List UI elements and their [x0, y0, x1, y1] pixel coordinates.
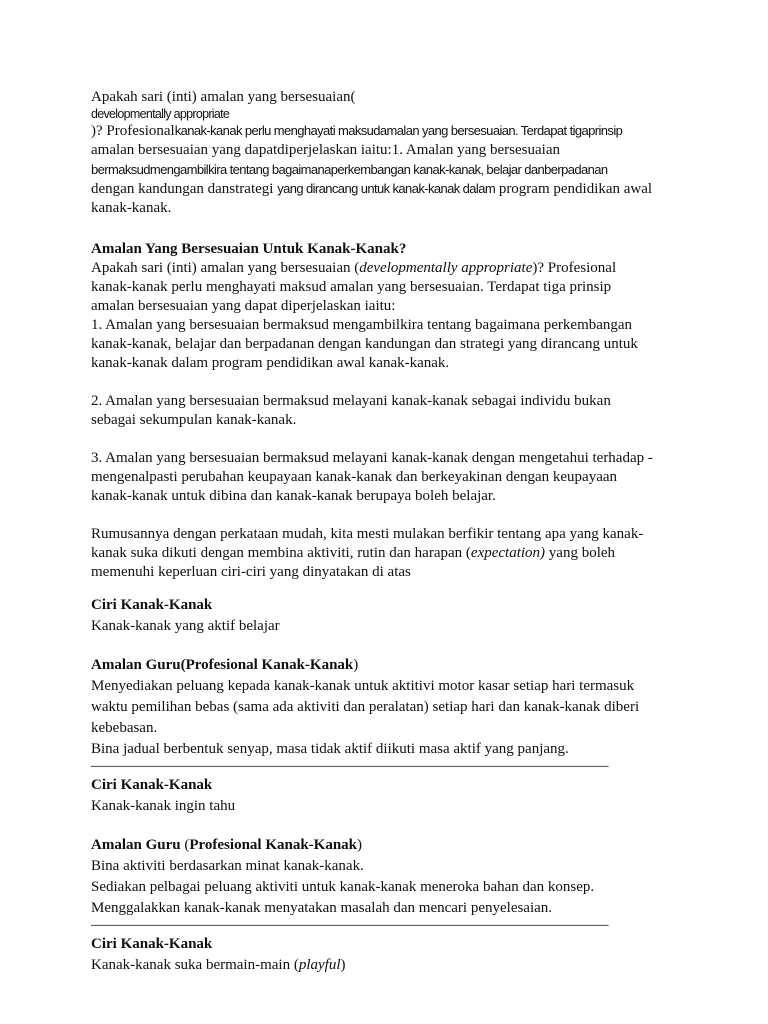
ciri-text: [91, 955, 691, 976]
amalan-line: Menggalakkan kanak-kanak menyatakan masalah dan mencari penyelesaian.: [91, 900, 553, 916]
amalan-heading-text: Profesional Kanak-Kanak: [189, 837, 358, 853]
paragraph-line: kanak-kanak perlu menghayati maksud amalan yang bersesuaian. Terdapat tiga prinsip: [91, 279, 612, 295]
amalan-line: Menyediakan peluang kepada kanak-kanak untuk aktitivi motor kasar setiap hari termasuk: [91, 678, 635, 694]
paragraph-line: [91, 259, 691, 278]
amalan-line: kebebasan.: [91, 720, 158, 736]
horizontal-rule: _____________________________________________________________________: [91, 912, 609, 928]
ciri-block-3: [91, 934, 691, 976]
paragraph-line: Rumusannya dengan perkataan mudah, kita mesti mulakan berfikir tentang apa yang kanak-: [91, 526, 644, 542]
amalan-heading-text: Amalan Guru(Profesional Kanak-Kanak: [91, 657, 354, 673]
amalan-line: waktu pemilihan bebas (sama ada aktiviti dan peralatan) setiap hari dan kanak-kanak diberi: [91, 699, 640, 715]
intro-line: [91, 121, 691, 141]
ciri-block-2: [91, 775, 691, 930]
text-span: yang boleh: [545, 545, 616, 561]
paragraph-line: kanak-kanak dalam program pendidikan awal kanak-kanak.: [91, 355, 450, 371]
amalan-heading-paren: (: [180, 837, 190, 853]
paragraph-line: amalan bersesuaian yang dapat diperjelaskan iaitu:: [91, 298, 396, 314]
paragraph-line: 2. Amalan yang bersesuaian bermaksud melayani kanak-kanak sebagai individu bukan: [91, 393, 611, 409]
intro-text-condensed: yang dirancang untuk kanak-kanak dalam: [277, 181, 496, 196]
text-span: )? Profesional: [532, 260, 617, 276]
intro-text: program pendidikan awal: [495, 181, 653, 197]
ciri-text: Kanak-kanak yang aktif belajar: [91, 618, 280, 634]
document-body: [91, 88, 691, 976]
intro-line: amalan bersesuaian yang dapatdiperjelaskan iaitu:1. Amalan yang bersesuaian: [91, 142, 560, 158]
paragraph-line: [91, 544, 691, 563]
paragraph-line: sebagai sekumpulan kanak-kanak.: [91, 412, 297, 428]
italic-term: expectation): [470, 545, 546, 561]
intro-line-small: developmentally appropriate: [91, 107, 230, 121]
amalan-line: Bina aktiviti berdasarkan minat kanak-kanak.: [91, 858, 364, 874]
italic-term: developmentally appropriate: [359, 260, 533, 276]
paragraph-line: mengenalpasti perubahan keupayaan kanak-kanak dan berkeyakinan dengan keupayaan: [91, 469, 618, 485]
intro-line: Apakah sari (inti) amalan yang bersesuaian(: [91, 89, 356, 105]
text-span: kanak suka dikuti dengan membina aktiviti, rutin dan harapan (: [91, 545, 471, 561]
amalan-heading: [91, 655, 691, 676]
ciri-heading: Ciri Kanak-Kanak: [91, 936, 213, 952]
intro-line: kanak-kanak.: [91, 200, 172, 216]
amalan-heading-text: Amalan Guru: [91, 837, 181, 853]
intro-line-condensed: bermaksudmengambilkira tentang bagaimanaperkembangan kanak-kanak, belajar danberpadanan: [91, 162, 608, 177]
intro-text-condensed: kanak-kanak perlu menghayati maksudamalan yang bersesuaian. Terdapat tigaprinsip: [174, 123, 623, 138]
intro-line: [91, 179, 691, 199]
amalan-heading: [91, 835, 691, 856]
ciri-text: Kanak-kanak ingin tahu: [91, 798, 236, 814]
amalan-line: Bina jadual berbentuk senyap, masa tidak aktif diikuti masa aktif yang panjang.: [91, 741, 569, 757]
amalan-line: Sediakan pelbagai peluang aktiviti untuk kanak-kanak meneroka bahan dan konsep.: [91, 879, 595, 895]
paragraph-line: kanak-kanak, belajar dan berpadanan dengan kandungan dan strategi yang dirancang untuk: [91, 336, 638, 352]
paragraph-line: 3. Amalan yang bersesuaian bermaksud melayani kanak-kanak dengan mengetahui terhadap -: [91, 450, 653, 466]
intro-text: dengan kandungan danstrategi: [91, 181, 278, 197]
amalan-heading-paren: ): [353, 657, 359, 673]
paragraph-line: kanak-kanak untuk dibina dan kanak-kanak berupaya boleh belajar.: [91, 488, 496, 504]
text-span: Apakah sari (inti) amalan yang bersesuaian (: [91, 260, 360, 276]
ciri-heading: Ciri Kanak-Kanak: [91, 777, 213, 793]
text-span: ): [340, 957, 346, 973]
section-heading: Amalan Yang Bersesuaian Untuk Kanak-Kanak?: [91, 241, 407, 257]
italic-term: playful: [298, 957, 341, 973]
section-amalan: [91, 240, 691, 582]
intro-paragraph: [91, 88, 691, 218]
paragraph-line: 1. Amalan yang bersesuaian bermaksud mengambilkira tentang bagaimana perkembangan: [91, 317, 633, 333]
paragraph-line: memenuhi keperluan ciri-ciri yang dinyatakan di atas: [91, 564, 411, 580]
ciri-block-1: [91, 595, 691, 771]
horizontal-rule: _____________________________________________________________________: [91, 753, 609, 769]
intro-text: )? Profesional: [91, 123, 175, 139]
ciri-heading: Ciri Kanak-Kanak: [91, 597, 213, 613]
text-span: Kanak-kanak suka bermain-main (: [91, 957, 299, 973]
amalan-heading-paren: ): [357, 837, 363, 853]
